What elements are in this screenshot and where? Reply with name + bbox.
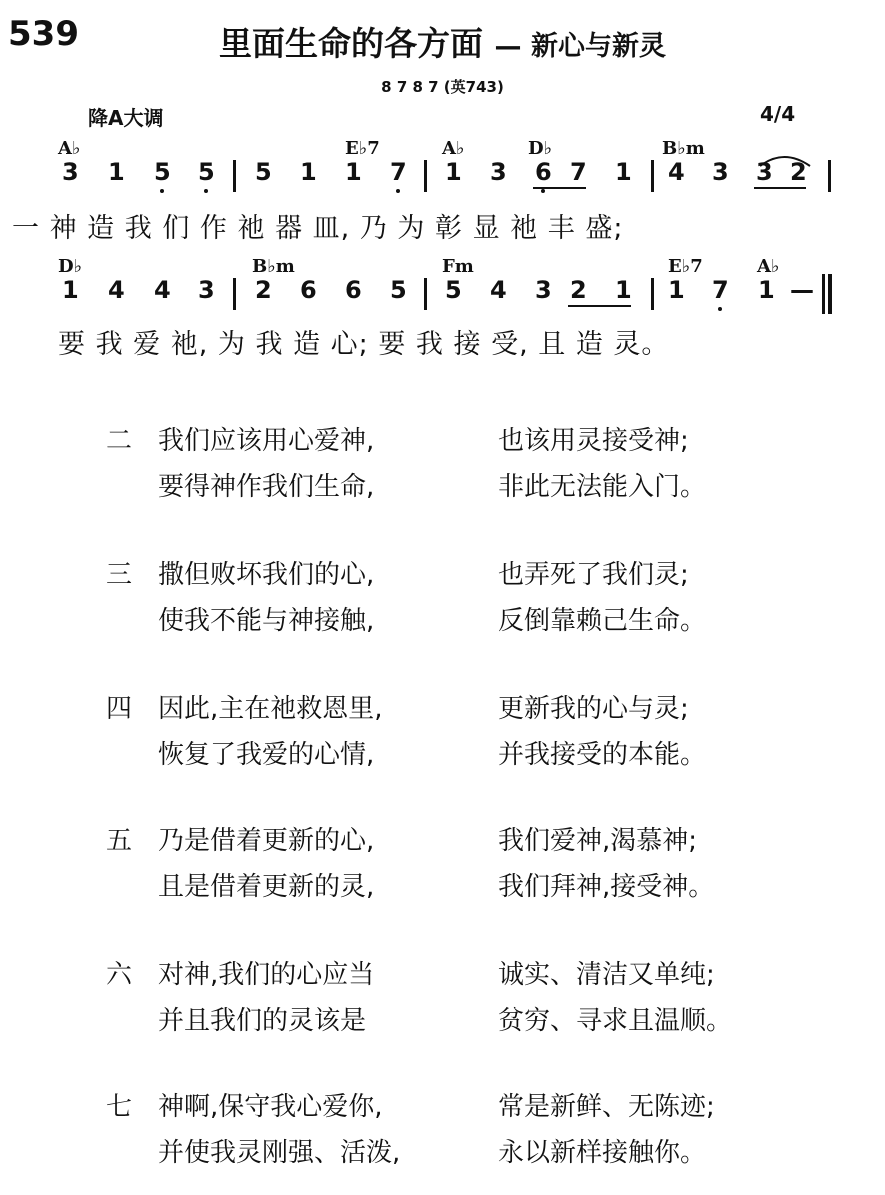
verse-line: 我们爱神,渴慕神; [498,826,698,856]
bar-line [424,160,427,192]
note: 5 [390,276,407,304]
beam-underline [568,305,631,307]
note: 1 [668,276,685,304]
note: 1 [300,158,317,186]
note: 3 [198,276,215,304]
note: 1 [62,276,79,304]
note: 7 [570,158,587,186]
bar-line [651,160,654,192]
note: 3 [712,158,729,186]
tie-arc [756,150,816,170]
verse-line: 诚实、清洁又单纯; [498,960,715,990]
bar-line [233,278,236,310]
meter: 8 7 8 7 (英743) [381,78,504,96]
verse-line: 反倒靠赖己生命。 [498,606,707,636]
note: 4 [108,276,125,304]
verse-number: 七 [106,1092,133,1122]
bar-line [651,278,654,310]
verse-line: 我们拜神,接受神。 [498,872,715,902]
verse-number: 五 [106,826,133,856]
verse-line: 贫穷、寻求且温顺。 [498,1006,733,1036]
verse-line: 乃是借着更新的心, [158,826,375,856]
final-bar-line [828,274,832,314]
note: 3 [756,158,773,186]
title-subtitle: — 新心与新灵 [494,31,666,62]
note: 1 [345,158,362,186]
note: 4 [154,276,171,304]
verse-line: 并我接受的本能。 [498,740,707,770]
hymn-number: 539 [8,14,79,54]
beam-underline [754,187,806,189]
verse-line: 神啊,保守我心爱你, [158,1092,383,1122]
note: 6 [535,158,552,186]
verse-number: 三 [106,560,133,590]
verse-number: 六 [106,960,133,990]
verse-line: 非此无法能入门。 [498,472,707,502]
note: 1 [445,158,462,186]
note: 5 [198,158,215,186]
note: 1 [108,158,125,186]
title-main: 里面生命的各方面 [219,24,484,63]
verse-number: 四 [106,694,133,724]
octave-dot [396,189,400,193]
final-bar-line [822,274,825,314]
note: 2 [790,158,807,186]
verse-line: 也该用灵接受神; [498,426,689,456]
note: — [790,276,814,304]
note: 5 [154,158,171,186]
chord: E♭7 [668,256,703,277]
verse-line: 也弄死了我们灵; [498,560,689,590]
chord: D♭ [58,256,83,277]
chord: B♭m [252,256,295,277]
note: 2 [255,276,272,304]
hymn-title [0,18,885,65]
chord: A♭ [757,256,780,277]
note: 3 [62,158,79,186]
note: 5 [255,158,272,186]
octave-dot [718,307,722,311]
chord: E♭7 [345,138,380,159]
note: 4 [668,158,685,186]
verse-line: 使我不能与神接触, [158,606,375,636]
note: 1 [615,276,632,304]
note: 4 [490,276,507,304]
time-signature: 4/4 [760,102,796,126]
note: 1 [615,158,632,186]
chord: D♭ [528,138,553,159]
verse-line: 且是借着更新的灵, [158,872,375,902]
note: 7 [712,276,729,304]
chord: A♭ [58,138,81,159]
octave-dot [541,189,545,193]
key-signature: 降A大调 [88,106,164,130]
bar-line [233,160,236,192]
note: 5 [445,276,462,304]
verse-number: 二 [106,426,133,456]
lyric-line-1: 一 神 造 我 们 作 祂 器 皿, 乃 为 彰 显 祂 丰 盛; [12,213,624,244]
chord: A♭ [442,138,465,159]
beam-underline [533,187,586,189]
verse-line: 永以新样接触你。 [498,1138,707,1168]
verse-line: 常是新鲜、无陈迹; [498,1092,715,1122]
note: 3 [535,276,552,304]
verse-line: 因此,主在祂救恩里, [158,694,383,724]
note: 7 [390,158,407,186]
bar-line [424,278,427,310]
chord: B♭m [662,138,705,159]
verse-line: 撒但败坏我们的心, [158,560,375,590]
verse-line: 并使我灵刚强、活泼, [158,1138,401,1168]
verse-line: 对神,我们的心应当 [158,960,375,990]
chord: Fm [442,256,474,277]
note: 6 [300,276,317,304]
note: 6 [345,276,362,304]
note: 3 [490,158,507,186]
octave-dot [204,189,208,193]
octave-dot [160,189,164,193]
lyric-line-2: 要 我 爱 祂, 为 我 造 心; 要 我 接 受, 且 造 灵。 [58,329,670,360]
note: 1 [758,276,775,304]
verse-line: 恢复了我爱的心情, [158,740,375,770]
bar-line [828,160,831,192]
verse-line: 我们应该用心爱神, [158,426,375,456]
verse-line: 要得神作我们生命, [158,472,375,502]
verse-line: 更新我的心与灵; [498,694,689,724]
note: 2 [570,276,587,304]
verse-line: 并且我们的灵该是 [158,1006,367,1036]
